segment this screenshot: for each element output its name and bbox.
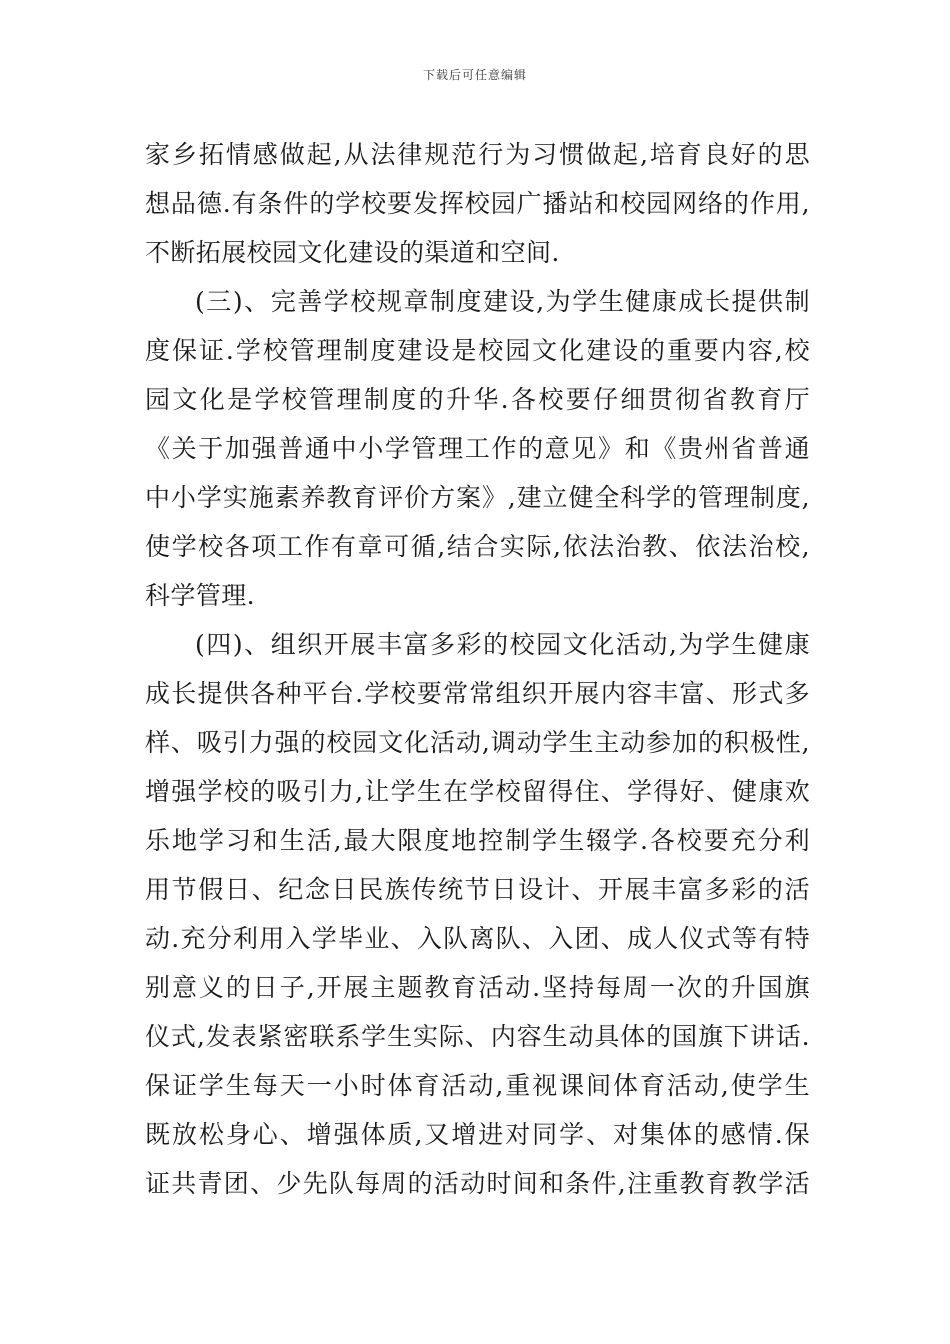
text-line: 度保证.学校管理制度建设是校园文化建设的重要内容,校	[145, 336, 810, 365]
text-line: 科学管理.	[145, 581, 255, 610]
text-line: 用节假日、纪念日民族传统节日设计、开展丰富多彩的活	[145, 875, 810, 904]
text-line: 成长提供各种平台.学校要常常组织开展内容丰富、形式多	[145, 679, 810, 708]
text-line: 增强学校的吸引力,让学生在学校留得住、学得好、健康欢	[145, 777, 810, 806]
text-line: 乐地学习和生活,最大限度地控制学生辍学.各校要充分利	[145, 826, 810, 855]
text-line: 使学校各项工作有章可循,结合实际,依法治教、依法治校,	[145, 532, 810, 561]
text-line: 证共青团、少先队每周的活动时间和条件,注重教育教学活	[145, 1169, 810, 1198]
text-line: 中小学实施素养教育评价方案》,建立健全科学的管理制度,	[145, 483, 810, 512]
text-line: 《关于加强普通中小学管理工作的意见》和《贵州省普通	[145, 434, 810, 463]
text-line: 保证学生每天一小时体育活动,重视课间体育活动,使学生	[145, 1071, 810, 1100]
text-line: 既放松身心、增强体质,又增进对同学、对集体的感情.保	[145, 1120, 810, 1149]
text-line: 别意义的日子,开展主题教育活动.坚持每周一次的升国旗	[145, 973, 810, 1002]
paragraph-heading-line: (四)、组织开展丰富多彩的校园文化活动,为学生健康	[195, 630, 810, 659]
document-body	[145, 130, 810, 1208]
page-header-note: 下载后可任意编辑	[422, 68, 527, 82]
text-line: 家乡拓情感做起,从法律规范行为习惯做起,培育良好的思	[145, 140, 810, 169]
text-line: 园文化是学校管理制度的升华.各校要仔细贯彻省教育厅	[145, 385, 810, 414]
paragraph-heading-line: (三)、完善学校规章制度建设,为学生健康成长提供制	[195, 287, 810, 316]
text-line: 动.充分利用入学毕业、入队离队、入团、成人仪式等有特	[145, 924, 810, 953]
text-line: 样、吸引力强的校园文化活动,调动学生主动参加的积极性,	[145, 728, 810, 757]
text-line: 不断拓展校园文化建设的渠道和空间.	[145, 238, 560, 267]
text-line: 想品德.有条件的学校要发挥校园广播站和校园网络的作用,	[145, 189, 810, 218]
text-line: 仪式,发表紧密联系学生实际、内容生动具体的国旗下讲话.	[145, 1022, 810, 1051]
